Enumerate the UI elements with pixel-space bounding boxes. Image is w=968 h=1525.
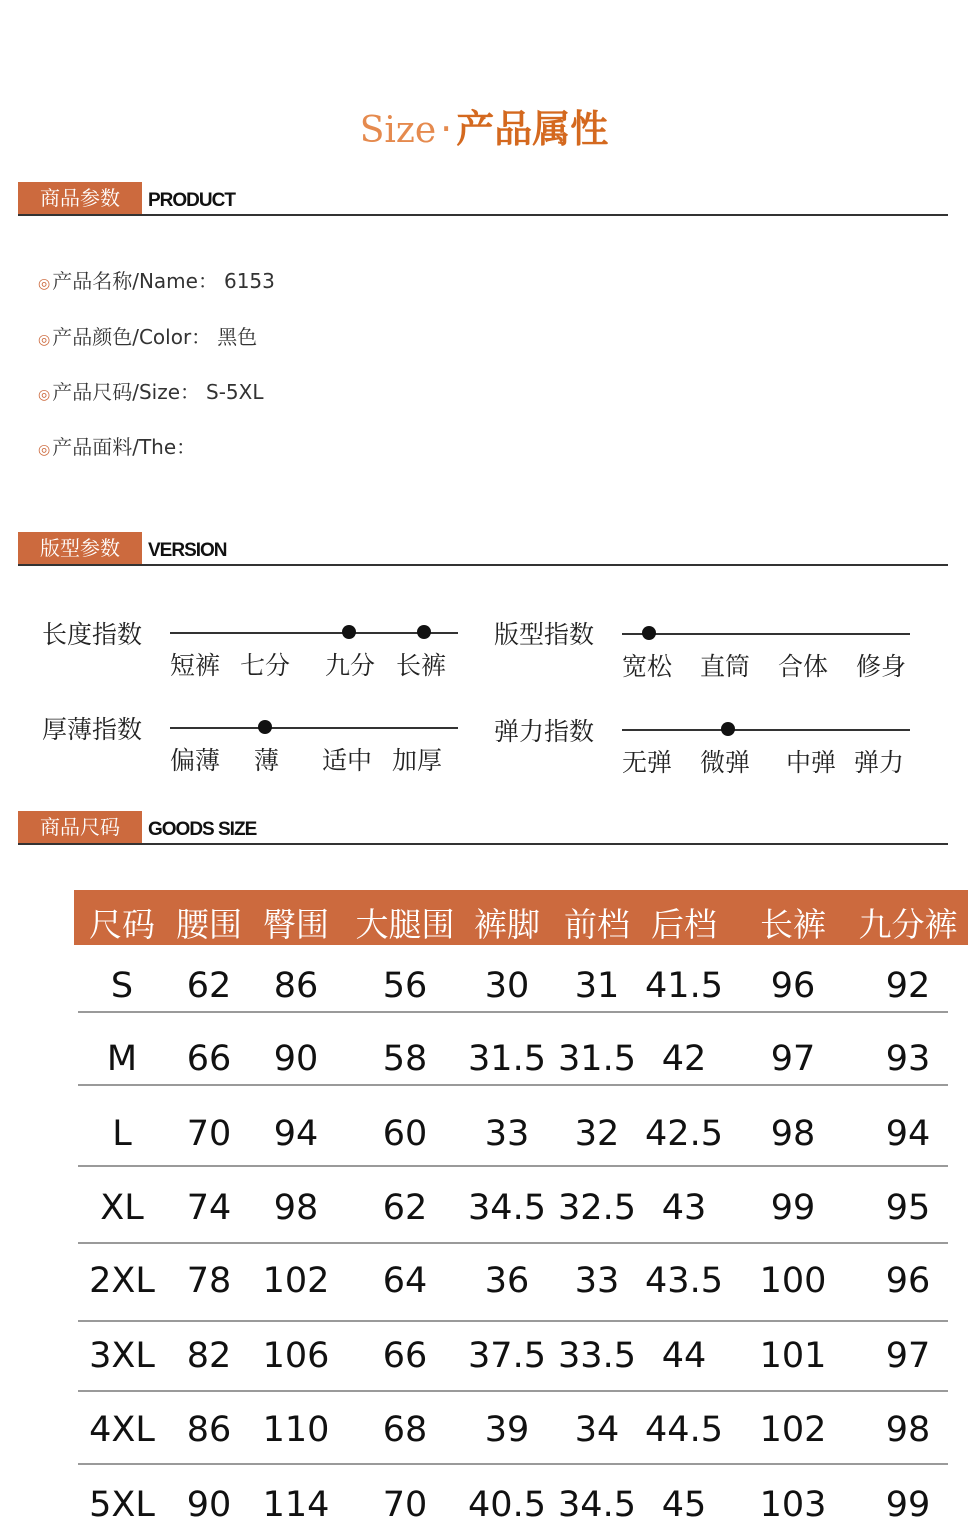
table-cell: 32	[574, 1114, 620, 1154]
table-cell: 86	[186, 1410, 232, 1450]
table-cell: 44.5	[645, 1410, 723, 1450]
table-cell: 62	[186, 966, 232, 1006]
table-cell: 92	[885, 966, 931, 1006]
section-divider	[18, 843, 948, 845]
table-cell: 99	[770, 1188, 816, 1228]
table-cell: 66	[382, 1336, 428, 1376]
table-cell: 32.5	[558, 1188, 636, 1228]
size-label-cell: S	[110, 966, 134, 1006]
table-cell: 37.5	[468, 1336, 546, 1376]
info-value: 黑色	[217, 325, 258, 349]
table-cell: 74	[186, 1188, 232, 1228]
table-cell: 33	[484, 1114, 530, 1154]
table-cell: 90	[186, 1485, 232, 1525]
index-option: 偏薄	[170, 746, 221, 775]
length-index-marker	[342, 625, 356, 639]
info-value: 6153	[223, 269, 275, 293]
title-separator: ·	[440, 107, 453, 151]
table-cell: 106	[262, 1336, 330, 1376]
size-label-cell: 5XL	[89, 1485, 155, 1525]
table-cell: 41.5	[645, 966, 723, 1006]
size-table-header	[74, 890, 968, 945]
table-cell: 86	[273, 966, 319, 1006]
elasticity-index-label: 弹力指数	[494, 717, 595, 746]
row-divider	[78, 1320, 948, 1322]
size-label-cell: 2XL	[89, 1261, 155, 1301]
thickness-index-marker	[258, 720, 272, 734]
section-en-label: GOODS SIZE	[148, 819, 257, 840]
table-cell: 34.5	[558, 1485, 636, 1525]
product-info-name	[38, 265, 275, 294]
table-cell: 90	[273, 1039, 319, 1079]
section-header-product	[18, 182, 948, 216]
index-option: 中弹	[786, 748, 837, 777]
length-index-marker	[417, 625, 431, 639]
table-cell: 82	[186, 1336, 232, 1376]
title-en: Size	[359, 110, 437, 151]
table-cell: 33.5	[558, 1336, 636, 1376]
table-cell: 94	[885, 1114, 931, 1154]
info-value: S-5XL	[206, 380, 264, 404]
index-option: 薄	[254, 746, 280, 775]
row-divider	[78, 1165, 948, 1167]
fit-index-label: 版型指数	[494, 620, 595, 649]
table-cell: 44	[661, 1336, 707, 1376]
table-header-cell: 大腿围	[355, 905, 455, 944]
table-cell: 64	[382, 1261, 428, 1301]
table-header-cell: 尺码	[89, 905, 155, 944]
index-option: 适中	[322, 746, 373, 775]
thickness-index-scale	[170, 727, 458, 729]
table-header-cell: 长裤	[760, 905, 826, 944]
table-cell: 102	[262, 1261, 330, 1301]
info-label: 产品面料/The：	[52, 435, 197, 459]
table-cell: 114	[262, 1485, 330, 1525]
table-cell: 31.5	[558, 1039, 636, 1079]
table-cell: 60	[382, 1114, 428, 1154]
index-option: 合体	[778, 652, 829, 681]
table-cell: 78	[186, 1261, 232, 1301]
row-divider	[78, 1390, 948, 1392]
section-divider	[18, 564, 948, 566]
product-info-color	[38, 321, 257, 350]
fit-index-scale	[622, 633, 910, 635]
table-cell: 70	[382, 1485, 428, 1525]
page-title	[0, 98, 968, 153]
index-option: 七分	[240, 651, 291, 680]
table-cell: 42	[661, 1039, 707, 1079]
table-header-cell: 前档	[564, 905, 630, 944]
table-cell: 62	[382, 1188, 428, 1228]
section-divider	[18, 214, 948, 216]
section-en-label: VERSION	[148, 540, 227, 561]
product-info-size	[38, 376, 264, 405]
title-cn: 产品属性	[456, 107, 609, 151]
index-option: 短裤	[170, 651, 221, 680]
section-tag: 商品参数	[18, 182, 142, 214]
table-cell: 97	[885, 1336, 931, 1376]
table-cell: 66	[186, 1039, 232, 1079]
index-option: 弹力	[854, 748, 905, 777]
table-cell: 101	[759, 1336, 827, 1376]
table-cell: 93	[885, 1039, 931, 1079]
length-index-scale	[170, 632, 458, 634]
index-option: 直筒	[700, 652, 751, 681]
row-divider	[78, 1242, 948, 1244]
table-cell: 100	[759, 1261, 827, 1301]
product-info-fabric	[38, 431, 202, 460]
table-cell: 31	[574, 966, 620, 1006]
bullet-icon: ◎	[38, 442, 51, 458]
index-option: 加厚	[392, 746, 443, 775]
size-label-cell: M	[106, 1039, 138, 1079]
table-cell: 98	[770, 1114, 816, 1154]
bullet-icon: ◎	[38, 276, 51, 292]
row-divider	[78, 1011, 948, 1013]
table-cell: 99	[885, 1485, 931, 1525]
index-option: 修身	[856, 652, 907, 681]
section-tag: 商品尺码	[18, 811, 142, 843]
table-cell: 110	[262, 1410, 330, 1450]
table-cell: 70	[186, 1114, 232, 1154]
table-cell: 97	[770, 1039, 816, 1079]
table-cell: 68	[382, 1410, 428, 1450]
elasticity-index-scale	[622, 729, 910, 731]
bullet-icon: ◎	[38, 387, 51, 403]
table-cell: 34	[574, 1410, 620, 1450]
index-option: 宽松	[622, 652, 673, 681]
size-label-cell: 3XL	[89, 1336, 155, 1376]
table-cell: 33	[574, 1261, 620, 1301]
table-cell: 42.5	[645, 1114, 723, 1154]
size-label-cell: XL	[100, 1188, 144, 1228]
table-cell: 40.5	[468, 1485, 546, 1525]
table-cell: 98	[885, 1410, 931, 1450]
table-cell: 30	[484, 966, 530, 1006]
index-option: 九分	[325, 651, 376, 680]
info-label: 产品名称/Name：	[52, 269, 218, 293]
elasticity-index-marker	[721, 722, 735, 736]
table-cell: 56	[382, 966, 428, 1006]
table-header-cell: 裤脚	[474, 905, 540, 944]
index-option: 微弹	[700, 748, 751, 777]
table-cell: 94	[273, 1114, 319, 1154]
table-cell: 96	[770, 966, 816, 1006]
table-cell: 34.5	[468, 1188, 546, 1228]
section-en-label: PRODUCT	[148, 190, 235, 211]
table-cell: 39	[484, 1410, 530, 1450]
table-cell: 43	[661, 1188, 707, 1228]
section-tag: 版型参数	[18, 532, 142, 564]
section-header-size	[18, 811, 948, 845]
info-label: 产品尺码/Size：	[52, 380, 201, 404]
table-cell: 31.5	[468, 1039, 546, 1079]
table-cell: 102	[759, 1410, 827, 1450]
length-index-label: 长度指数	[42, 620, 143, 649]
fit-index-marker	[642, 626, 656, 640]
section-header-version	[18, 532, 948, 566]
index-option: 无弹	[622, 748, 673, 777]
table-header-cell: 九分裤	[858, 905, 958, 944]
size-label-cell: 4XL	[89, 1410, 155, 1450]
info-label: 产品颜色/Color：	[52, 325, 212, 349]
table-cell: 58	[382, 1039, 428, 1079]
index-option: 长裤	[396, 651, 447, 680]
table-cell: 96	[885, 1261, 931, 1301]
row-divider	[78, 1463, 948, 1465]
row-divider	[78, 1084, 948, 1086]
table-cell: 43.5	[645, 1261, 723, 1301]
table-cell: 98	[273, 1188, 319, 1228]
thickness-index-label: 厚薄指数	[42, 715, 143, 744]
table-header-cell: 后档	[651, 905, 717, 944]
table-cell: 36	[484, 1261, 530, 1301]
table-header-cell: 臀围	[263, 905, 329, 944]
size-label-cell: L	[112, 1114, 132, 1154]
table-header-cell: 腰围	[176, 905, 242, 944]
table-cell: 95	[885, 1188, 931, 1228]
table-cell: 45	[661, 1485, 707, 1525]
table-cell: 103	[759, 1485, 827, 1525]
bullet-icon: ◎	[38, 332, 51, 348]
